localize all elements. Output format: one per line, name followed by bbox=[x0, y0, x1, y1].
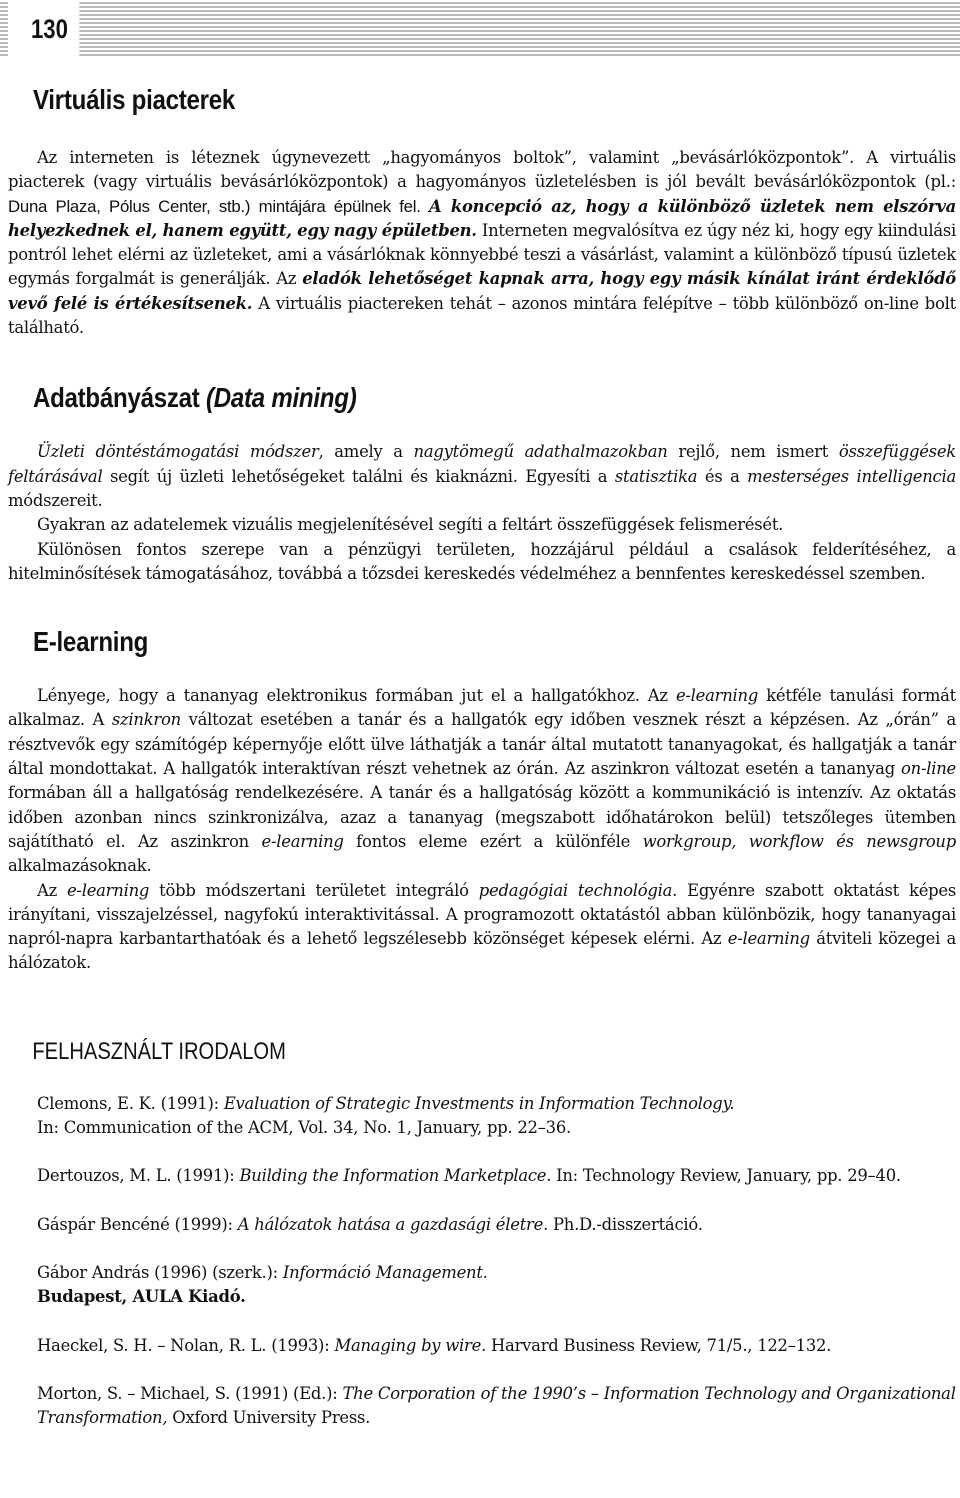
text: és a bbox=[697, 466, 748, 486]
ref-title: Információ Management. bbox=[282, 1262, 488, 1282]
page-content bbox=[8, 84, 956, 1430]
ref-author: Dertouzos, M. L. (1991): bbox=[37, 1166, 240, 1186]
page-number: 130 bbox=[8, 2, 79, 56]
italic-text: nagytömegű adathalmazokban bbox=[413, 442, 668, 462]
ref-author: Morton, S. – Michael, S. (1991) (Ed.): bbox=[37, 1383, 343, 1403]
page-header bbox=[0, 0, 960, 58]
italic-text: összefüggések feltárásával bbox=[8, 442, 956, 486]
paragraph-data-mining-3: Különösen fontos szerepe van a pénzügyi területen, hozzájárul például a csalások felderítéséhez, a hitelminősítések támogatásához, továbbá a tőzsdei kereskedés védelméhez a bennfentes kereskedéssel szemben. bbox=[8, 539, 956, 583]
italic-text: szinkron bbox=[111, 710, 181, 730]
references-title: FELHASZNÁLT IRODALOM bbox=[32, 1037, 286, 1065]
ref-title: Evaluation of Strategic Investments in Information Technology. bbox=[223, 1093, 735, 1113]
text: kétféle tanulási formát alkalmaz. A bbox=[8, 686, 957, 730]
section-title-data-mining bbox=[8, 382, 823, 414]
ref-title: Managing by wire. bbox=[334, 1335, 487, 1355]
text: átviteli közegei a hálózatok. bbox=[8, 929, 957, 973]
reference-item bbox=[8, 1261, 956, 1310]
text: . Egyénre szabott oktatást képes irányítani, visszajelzéssel, nagyfokú interaktivitással. A programozott oktatástól abban különbözik, hogy tananyagai napról-napra karbantarthatóak és a lehető legszélesebb közönséget képesek elérni. Az bbox=[8, 880, 956, 949]
section-title-e-learning: E-learning bbox=[32, 626, 149, 658]
italic-text: pedagógiai technológia bbox=[478, 880, 673, 900]
ref-source: Ph.D.-disszertáció. bbox=[548, 1214, 703, 1234]
reference-item bbox=[8, 1092, 956, 1141]
italic-text: statisztika bbox=[614, 466, 698, 486]
text: , amely a bbox=[318, 442, 414, 462]
ref-author: Clemons, E. K. (1991): bbox=[37, 1093, 224, 1113]
ref-source: Harvard Business Review, 71/5., 122–132. bbox=[486, 1335, 832, 1355]
paragraph-e-learning-2 bbox=[8, 879, 956, 976]
section-title-virtual-marketplaces: Virtuális piacterek bbox=[32, 84, 236, 115]
text: Az bbox=[37, 880, 67, 900]
text: Lényege, hogy a tananyag elektronikus formában jut el a hallgatókhoz. Az bbox=[37, 686, 676, 706]
paragraph-e-learning-1 bbox=[8, 684, 956, 878]
italic-text: Üzleti döntéstámogatási módszer bbox=[37, 442, 319, 462]
ref-source: Oxford University Press. bbox=[167, 1408, 371, 1428]
reference-item bbox=[8, 1382, 956, 1431]
italic-text: e-learning bbox=[727, 929, 810, 949]
title-text: Adatbányászat bbox=[32, 382, 206, 414]
text: változat esetében a tanár és a hallgatók egy időben vesznek részt a képzésen. Az „órán” a résztvevők egy számítógép képernyője előtt ülve láthatják a tanár által mutatott tananyagokat, és hallgatják a tanár által mondottakat. A hallgatók interaktívan részt vehetnek az órán. Az aszinkron változat esetén a tananyag bbox=[8, 710, 956, 779]
emphasis-text: eladók lehetőséget kapnak arra, hogy egy másik kínálat iránt érdeklődő vevő felé is értékesítsenek. bbox=[8, 269, 956, 313]
emphasis-text: A koncepció az, hogy a különböző üzletek nem elszórva helyezkednek el, hanem együtt, egy nagy épületben. bbox=[8, 196, 956, 240]
ref-author: Haeckel, S. H. – Nolan, R. L. (1993): bbox=[37, 1335, 335, 1355]
text: A virtuális piactereken tehát – azonos mintára felépítve – több különböző on-line bolt található. bbox=[8, 293, 956, 338]
title-emphasis: (Data mining) bbox=[205, 382, 357, 414]
ref-author: Gáspár Bencéné (1999): bbox=[37, 1214, 238, 1234]
text: módszereit. bbox=[8, 490, 103, 510]
ref-author: Gábor András (1996) (szerk.): bbox=[37, 1262, 283, 1282]
ref-source: In: Communication of the ACM, Vol. 34, No. 1, January, pp. 22–36. bbox=[37, 1118, 571, 1138]
text: mintájára épülnek fel. bbox=[250, 196, 429, 216]
text: Duna Plaza, Pólus Center, stb.) bbox=[8, 196, 251, 216]
italic-text: e-learning bbox=[261, 831, 344, 851]
text: fontos eleme ezért a különféle bbox=[343, 831, 643, 851]
reference-item bbox=[8, 1213, 956, 1237]
text: Interneten megvalósítva ez úgy néz ki, hogy egy kiindulási pontról lehet elérni az üzleteket, ami a vásárlóknak könnyebbé teszi a vásárlást, valamint a különböző típusú üzletek egymás forgalmát is generálják. Az bbox=[8, 220, 956, 289]
ref-source: Budapest, AULA Kiadó. bbox=[37, 1287, 246, 1307]
text: alkalmazásoknak. bbox=[8, 856, 152, 876]
italic-text: e-learning bbox=[675, 686, 759, 706]
ref-title: Building the Information Marketplace bbox=[239, 1166, 547, 1186]
text: Az interneten is léteznek úgynevezett „hagyományos boltok”, valamint „bevásárlóközpontok”. A virtuális piacterek (vagy virtuális bevásárlóközpontok) a hagyományos üzletelésben is jól bevált bevásárlóközpontok (pl.: bbox=[8, 148, 956, 192]
paragraph-virtual-marketplaces bbox=[8, 146, 956, 340]
reference-item bbox=[8, 1334, 956, 1358]
italic-text: e-learning bbox=[66, 880, 150, 900]
text: formában áll a hallgatóság rendelkezésére. A tanár és a hallgatóság között a kommunikáció is intenzív. Az oktatás időben azonban nincs szinkronizálva, azaz a tananyag (megszabott időhatárokon belül) tetszőleges ütemben sajátítható el. Az aszinkron bbox=[8, 783, 956, 851]
text: több módszertani területet integráló bbox=[149, 880, 479, 900]
ref-title: The Corporation of the 1990’s – Information Technology and Organizational Transformation, bbox=[37, 1383, 956, 1428]
reference-item bbox=[8, 1164, 956, 1188]
italic-text: mesterséges intelligencia bbox=[747, 466, 956, 486]
ref-source: . In: Technology Review, January, pp. 29–40. bbox=[546, 1166, 901, 1186]
text: rejlő, nem ismert bbox=[667, 442, 839, 462]
italic-text: workgroup, workflow és newsgroup bbox=[642, 831, 956, 851]
italic-text: on-line bbox=[901, 759, 956, 779]
text: segít új üzleti lehetőségeket találni és kiaknázni. Egyesíti a bbox=[102, 466, 615, 486]
paragraph-data-mining-2: Gyakran az adatelemek vizuális megjelenítésével segíti a feltárt összefüggések felismerését. bbox=[37, 515, 784, 535]
ref-title: A hálózatok hatása a gazdasági életre. bbox=[237, 1214, 549, 1234]
paragraph-data-mining-1 bbox=[8, 440, 956, 513]
